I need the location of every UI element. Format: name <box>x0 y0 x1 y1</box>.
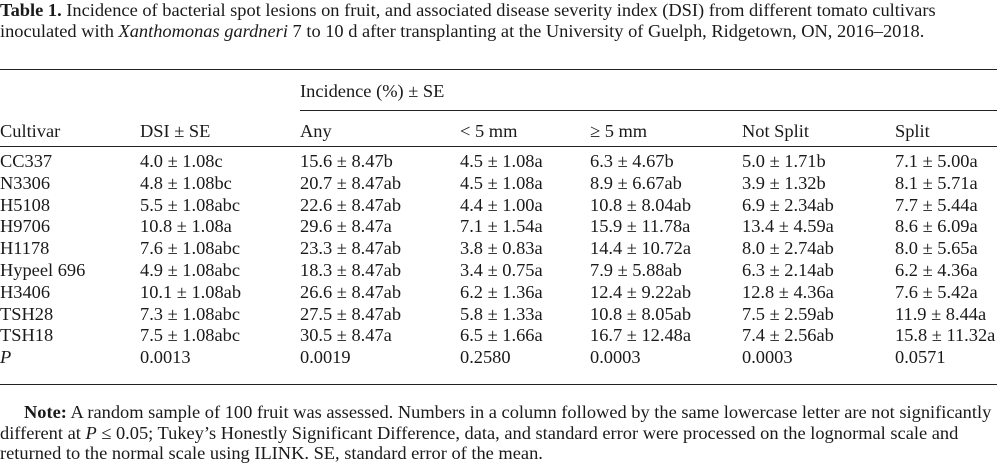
column-header: Not Split <box>742 121 809 141</box>
p-value-cell: 0.0571 <box>895 347 946 368</box>
table-cell: 27.5 ± 8.47ab <box>300 303 402 324</box>
p-value-cell: 0.0013 <box>140 347 191 368</box>
p-value-cell: 0.0003 <box>590 347 641 368</box>
p-value-cell: 0.0019 <box>300 347 351 368</box>
table-cell: 7.3 ± 1.08abc <box>140 303 240 324</box>
bottom-rule <box>0 384 997 385</box>
table-cell: 14.4 ± 10.72a <box>590 238 692 259</box>
table-cell: 7.6 ± 5.42a <box>895 281 978 302</box>
table-cell: 6.2 ± 4.36a <box>895 260 978 280</box>
table-cell: 7.1 ± 5.00a <box>895 151 978 171</box>
note-p-symbol: P <box>85 422 97 443</box>
caption-text: Incidence of bacterial spot lesions on fruit, and associated disease severity index (DSI) from different tomato cultivars inoculated with <box>0 0 936 41</box>
row-cultivar: TSH28 <box>0 303 54 324</box>
table-cell: 20.7 ± 8.47ab <box>300 172 402 193</box>
table-cell: 16.7 ± 12.48a <box>590 325 692 346</box>
row-cultivar: Hypeel 696 <box>0 260 86 280</box>
table-cell: 15.8 ± 11.32a <box>895 325 996 346</box>
group-header-rule <box>300 110 997 111</box>
column-header: ≥ 5 mm <box>590 121 648 141</box>
column-header: Cultivar <box>0 121 61 141</box>
table-cell: 15.6 ± 8.47b <box>300 151 393 171</box>
table-cell: 6.5 ± 1.66a <box>460 325 543 346</box>
table-cell: 7.9 ± 5.88ab <box>590 260 682 280</box>
table-cell: 29.6 ± 8.47a <box>300 216 392 237</box>
table-cell: 10.8 ± 1.08a <box>140 216 232 237</box>
table-cell: 6.9 ± 2.34ab <box>742 194 834 215</box>
table-cell: 8.9 ± 6.67ab <box>590 172 682 193</box>
row-cultivar: N3306 <box>0 172 51 193</box>
table-cell: 10.8 ± 8.05ab <box>590 303 692 324</box>
table-cell: 5.5 ± 1.08abc <box>140 194 240 215</box>
table-cell: 5.8 ± 1.33a <box>460 303 543 324</box>
table-cell: 8.0 ± 2.74ab <box>742 238 834 259</box>
table-caption <box>0 0 997 41</box>
note-text: A random sample of 100 fruit was assessed. Numbers in a column followed by the same lowercase letter are not significantly different at <box>0 402 992 443</box>
row-cultivar: TSH18 <box>0 325 54 346</box>
note-text-end: ≤ 0.05; Tukey’s Honestly Significant Difference, data, and standard error were processed on the lognormal scale and returned to the normal scale using ILINK. SE, standard error of the mean. <box>0 422 959 463</box>
row-cultivar: H5108 <box>0 194 51 215</box>
caption-text-end: 7 to 10 d after transplanting at the University of Guelph, Ridgetown, ON, 2016–2018. <box>287 20 925 41</box>
table-cell: 4.5 ± 1.08a <box>460 172 543 193</box>
column-header: DSI ± SE <box>140 121 211 141</box>
table-cell: 4.8 ± 1.08bc <box>140 172 232 193</box>
table-cell: 10.8 ± 8.04ab <box>590 194 692 215</box>
note-label: Note: <box>24 402 67 422</box>
table-cell: 6.3 ± 2.14ab <box>742 260 834 280</box>
table-cell: 4.5 ± 1.08a <box>460 151 543 171</box>
table-cell: 7.7 ± 5.44a <box>895 194 978 215</box>
table-cell: 3.9 ± 1.32b <box>742 172 826 193</box>
top-rule <box>0 69 997 70</box>
table-cell: 18.3 ± 8.47ab <box>300 260 402 280</box>
table-cell: 7.5 ± 2.59ab <box>742 303 834 324</box>
table-cell: 7.5 ± 1.08abc <box>140 325 240 346</box>
row-cultivar: H9706 <box>0 216 51 237</box>
table-cell: 7.6 ± 1.08abc <box>140 238 240 259</box>
table-cell: 13.4 ± 4.59a <box>742 216 834 237</box>
table-cell: 12.4 ± 9.22ab <box>590 281 692 302</box>
incidence-group-header: Incidence (%) ± SE <box>300 81 445 101</box>
table-cell: 4.4 ± 1.00a <box>460 194 543 215</box>
table-cell: 23.3 ± 8.47ab <box>300 238 402 259</box>
table-cell: 26.6 ± 8.47ab <box>300 281 402 302</box>
row-cultivar: CC337 <box>0 151 53 171</box>
row-cultivar: H3406 <box>0 281 51 302</box>
table-cell: 8.6 ± 6.09a <box>895 216 978 237</box>
table-cell: 11.9 ± 8.44a <box>895 303 987 324</box>
p-value-cell: 0.0003 <box>742 347 793 368</box>
table-cell: 3.4 ± 0.75a <box>460 260 543 280</box>
table-cell: 22.6 ± 8.47ab <box>300 194 402 215</box>
column-header: Split <box>895 121 930 141</box>
table-cell: 10.1 ± 1.08ab <box>140 281 242 302</box>
row-cultivar: H1178 <box>0 238 50 259</box>
table-cell: 6.3 ± 4.67b <box>590 151 674 171</box>
table-cell: 3.8 ± 0.83a <box>460 238 543 259</box>
table-note <box>0 402 997 464</box>
table-cell: 4.9 ± 1.08abc <box>140 260 240 280</box>
p-value-label: P <box>0 347 12 368</box>
caption-label: Table 1. <box>0 0 62 20</box>
header-rule <box>0 146 997 147</box>
column-header: < 5 mm <box>460 121 518 141</box>
table-cell: 7.4 ± 2.56ab <box>742 325 834 346</box>
p-value-cell: 0.2580 <box>460 347 511 368</box>
caption-species: Xanthomonas gardneri <box>118 20 288 41</box>
table-cell: 6.2 ± 1.36a <box>460 281 543 302</box>
table-cell: 30.5 ± 8.47a <box>300 325 392 346</box>
table-cell: 15.9 ± 11.78a <box>590 216 691 237</box>
table-cell: 4.0 ± 1.08c <box>140 151 223 171</box>
table-cell: 8.1 ± 5.71a <box>895 172 978 193</box>
table-cell: 5.0 ± 1.71b <box>742 151 826 171</box>
column-header: Any <box>300 121 332 141</box>
table-cell: 8.0 ± 5.65a <box>895 238 978 259</box>
table-cell: 12.8 ± 4.36a <box>742 281 834 302</box>
table-cell: 7.1 ± 1.54a <box>460 216 543 237</box>
